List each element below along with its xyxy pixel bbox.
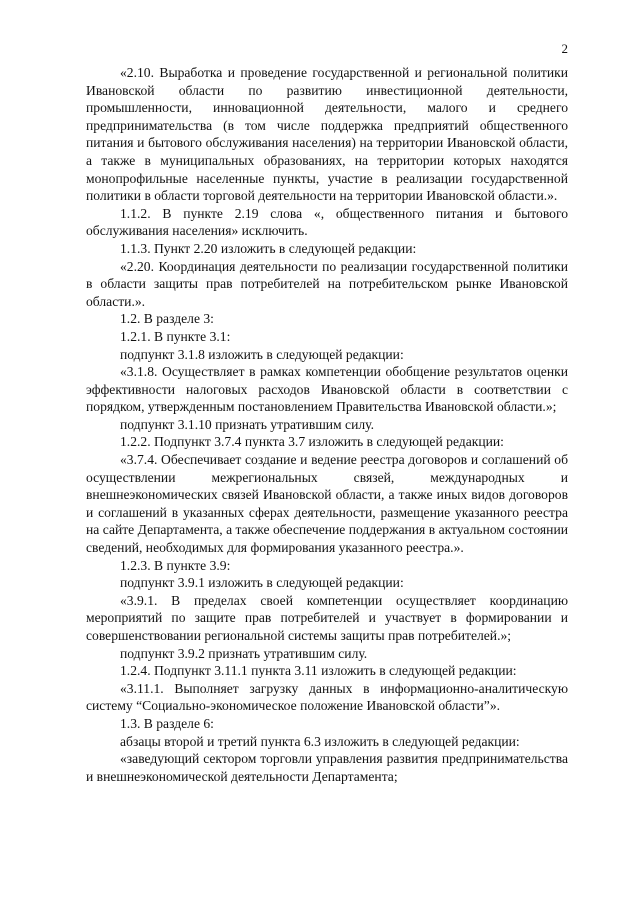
paragraph-3-1-8-intro: подпункт 3.1.8 изложить в следующей редакции: [120,346,404,362]
paragraph-1-2: 1.2. В разделе 3: [120,311,214,327]
paragraph-3-1-10: подпункт 3.1.10 признать утратившим силу. [120,416,374,432]
paragraph-3-9-1: «3.9.1. В пределах своей компетенции осуществляет координацию мероприятий по защите прав потребителей и участвует в формировании и совершенствовании региональной системы защиты прав потребителей.»; [86,592,568,643]
paragraph-3-9-1-intro: подпункт 3.9.1 изложить в следующей редакции: [120,575,404,591]
paragraph-1-2-3: 1.2.3. В пункте 3.9: [120,557,231,573]
paragraph-1-2-4: 1.2.4. Подпункт 3.11.1 пункта 3.11 изложить в следующей редакции: [120,663,517,679]
paragraph-1-1-3: 1.1.3. Пункт 2.20 изложить в следующей редакции: [120,240,417,256]
page-number: 2 [561,41,568,56]
paragraph-2-20: «2.20. Координация деятельности по реализации государственной политики в области защиты прав потребителей на потребительском рынке Ивановской области.». [86,258,568,309]
paragraph-3-1-8: «3.1.8. Осуществляет в рамках компетенции обобщение результатов оценки эффективности налоговых расходов Ивановской области в соответствии с порядком, утвержденным постановлением Правительства Ивановской области.»; [86,364,568,415]
paragraph-2-10: «2.10. Выработка и проведение государственной и региональной политики Ивановской области по развитию инвестиционной деятельности, промышленности, инновационной деятельности, малого и среднего предпринимательства (в том числе поддержка предприятий общественного питания и бытового обслуживания населения) на территории Ивановской области, а также в муниципальных образованиях, на территории которых находятся монопрофильные населенные пункты, участие в реализации государственной политики в области торговой деятельности на территории Ивановской области.». [86,65,568,204]
paragraph-6-3-quote: «заведующий сектором торговли управления развития предпринимательства и внешнеэкономической деятельности Департамента; [86,751,568,784]
paragraph-1-2-2: 1.2.2. Подпункт 3.7.4 пункта 3.7 изложить в следующей редакции: [120,434,504,450]
paragraph-1-3: 1.3. В разделе 6: [120,715,214,731]
paragraph-3-11-1: «3.11.1. Выполняет загрузку данных в информационно-аналитическую систему “Социально-экономическое положение Ивановской области”». [86,680,568,714]
paragraph-1-2-1: 1.2.1. В пункте 3.1: [120,328,231,344]
paragraph-3-9-2: подпункт 3.9.2 признать утратившим силу. [120,645,368,661]
paragraph-6-3-intro: абзацы второй и третий пункта 6.3 изложить в следующей редакции: [120,733,520,749]
paragraph-1-1-2: 1.1.2. В пункте 2.19 слова «, общественного питания и бытового обслуживания населения» исключить. [86,205,568,239]
paragraph-3-7-4: «3.7.4. Обеспечивает создание и ведение реестра договоров и соглашений об осуществлении межрегиональных связей, международных и внешнеэкономических связей Ивановской области, а также иных видов договоров и соглашений в указанных сферах деятельности, размещение указанного реестра на сайте Департамента, а также обеспечение поддержания в актуальном состоянии сведений, необходимых для формирования указанного реестра.». [86,452,568,556]
document-body [86,64,568,785]
